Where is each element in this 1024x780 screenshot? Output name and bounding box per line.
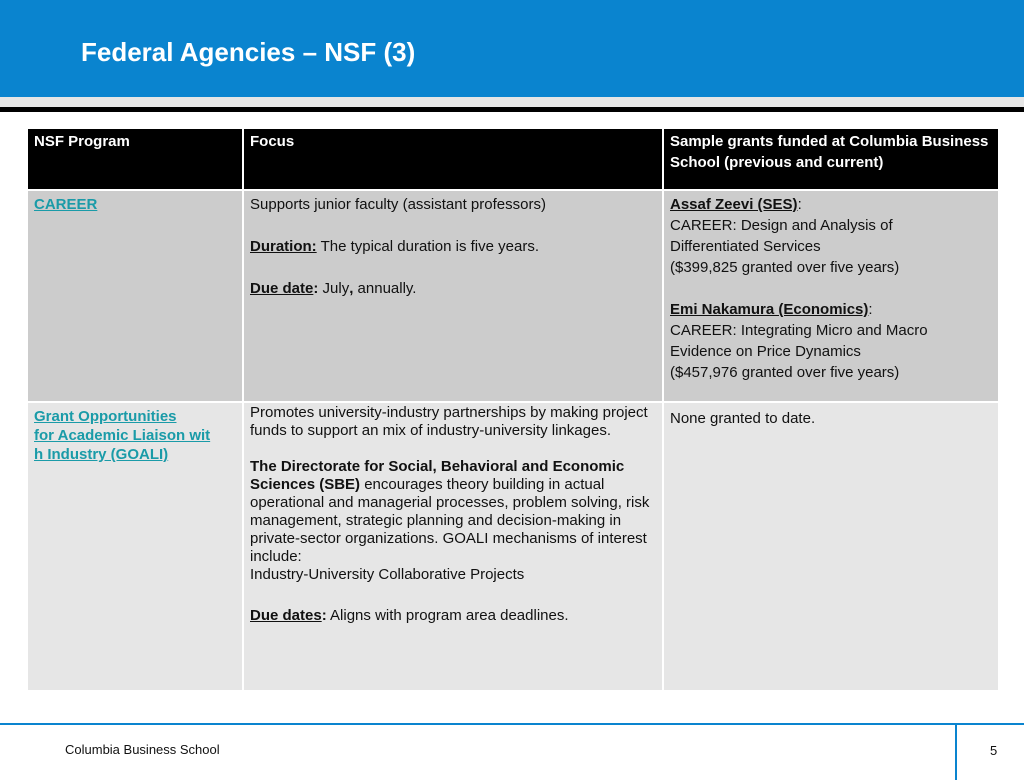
title-divider-gray: [0, 97, 1024, 107]
focus-intro: Supports junior faculty (assistant professors): [250, 196, 546, 213]
table-row: [27, 190, 999, 402]
focus-cell: [243, 402, 663, 691]
sbe-paragraph: [250, 458, 656, 566]
grants-none-text: None granted to date.: [670, 410, 816, 427]
grant-title-line: Evidence on Price Dynamics: [670, 343, 861, 360]
due-dates-text: Aligns with program area deadlines.: [326, 607, 569, 624]
grants-cell: [663, 402, 999, 691]
program-cell: [27, 402, 243, 691]
program-cell: [27, 190, 243, 402]
footer-organization: Columbia Business School: [65, 742, 220, 757]
due-dates-colon: :: [321, 607, 327, 624]
due-date-frequency: annually.: [353, 280, 417, 297]
grant-amount: ($457,976 granted over five years): [670, 364, 900, 381]
focus-cell: [243, 190, 663, 402]
grantee-name: Emi Nakamura (Economics): [670, 301, 869, 318]
grant-title-line: CAREER: Integrating Micro and Macro: [670, 322, 928, 339]
due-date-month: July: [318, 280, 350, 297]
due-dates-label: Due dates: [250, 607, 322, 624]
grantee-name: Assaf Zeevi (SES): [670, 196, 798, 213]
goali-link-line: for Academic Liaison wit: [34, 427, 211, 444]
due-dates-line: [250, 605, 656, 626]
grantee-colon: :: [868, 301, 873, 318]
table-row: [27, 402, 999, 691]
duration-label: Duration:: [250, 238, 317, 255]
grant-title-line: CAREER: Design and Analysis of: [670, 217, 893, 234]
due-date-colon: :: [313, 280, 319, 297]
table-header-row: [27, 128, 999, 190]
duration-text: The typical duration is five years.: [316, 238, 539, 255]
grants-cell: [663, 190, 999, 402]
due-date-comma: ,: [349, 280, 354, 297]
grant-title-line: Differentiated Services: [670, 238, 821, 255]
page-number: 5: [990, 743, 998, 758]
page-title: Federal Agencies – NSF (3): [81, 37, 416, 67]
header-focus: Focus: [243, 128, 663, 190]
footer-divider: [0, 723, 1024, 725]
focus-intro: Promotes university-industry partnerships by making project funds to support an mix of industry-university linkages.: [250, 404, 648, 439]
mechanism-item: Industry-University Collaborative Projects: [250, 566, 525, 583]
goali-link[interactable]: [34, 407, 236, 464]
nsf-programs-table: [26, 127, 1000, 692]
duration-line: [250, 236, 656, 257]
sbe-text: encourages theory building in actual operational and managerial processes, problem solving, risk management, strategic planning and decision-making in private-sector organizations. GOALI mechanisms of interest include:: [250, 476, 650, 565]
grant-entry: [670, 194, 992, 278]
due-date-line: [250, 278, 656, 299]
footer-page-divider: [955, 725, 957, 780]
title-divider-black: [0, 107, 1024, 112]
sbe-heading: The Directorate for Social, Behavioral and Economic Sciences (SBE): [250, 458, 625, 493]
due-date-label: Due date: [250, 280, 314, 297]
header-grants: Sample grants funded at Columbia Business School (previous and current): [663, 128, 999, 190]
grant-amount: ($399,825 granted over five years): [670, 259, 900, 276]
goali-link-line: Grant Opportunities: [34, 408, 177, 425]
goali-link-line: h Industry (GOALI): [34, 446, 169, 463]
grant-entry: [670, 299, 992, 383]
header-program: NSF Program: [27, 128, 243, 190]
career-link[interactable]: CAREER: [34, 196, 98, 213]
title-bar: [0, 0, 1024, 97]
grantee-colon: :: [797, 196, 802, 213]
